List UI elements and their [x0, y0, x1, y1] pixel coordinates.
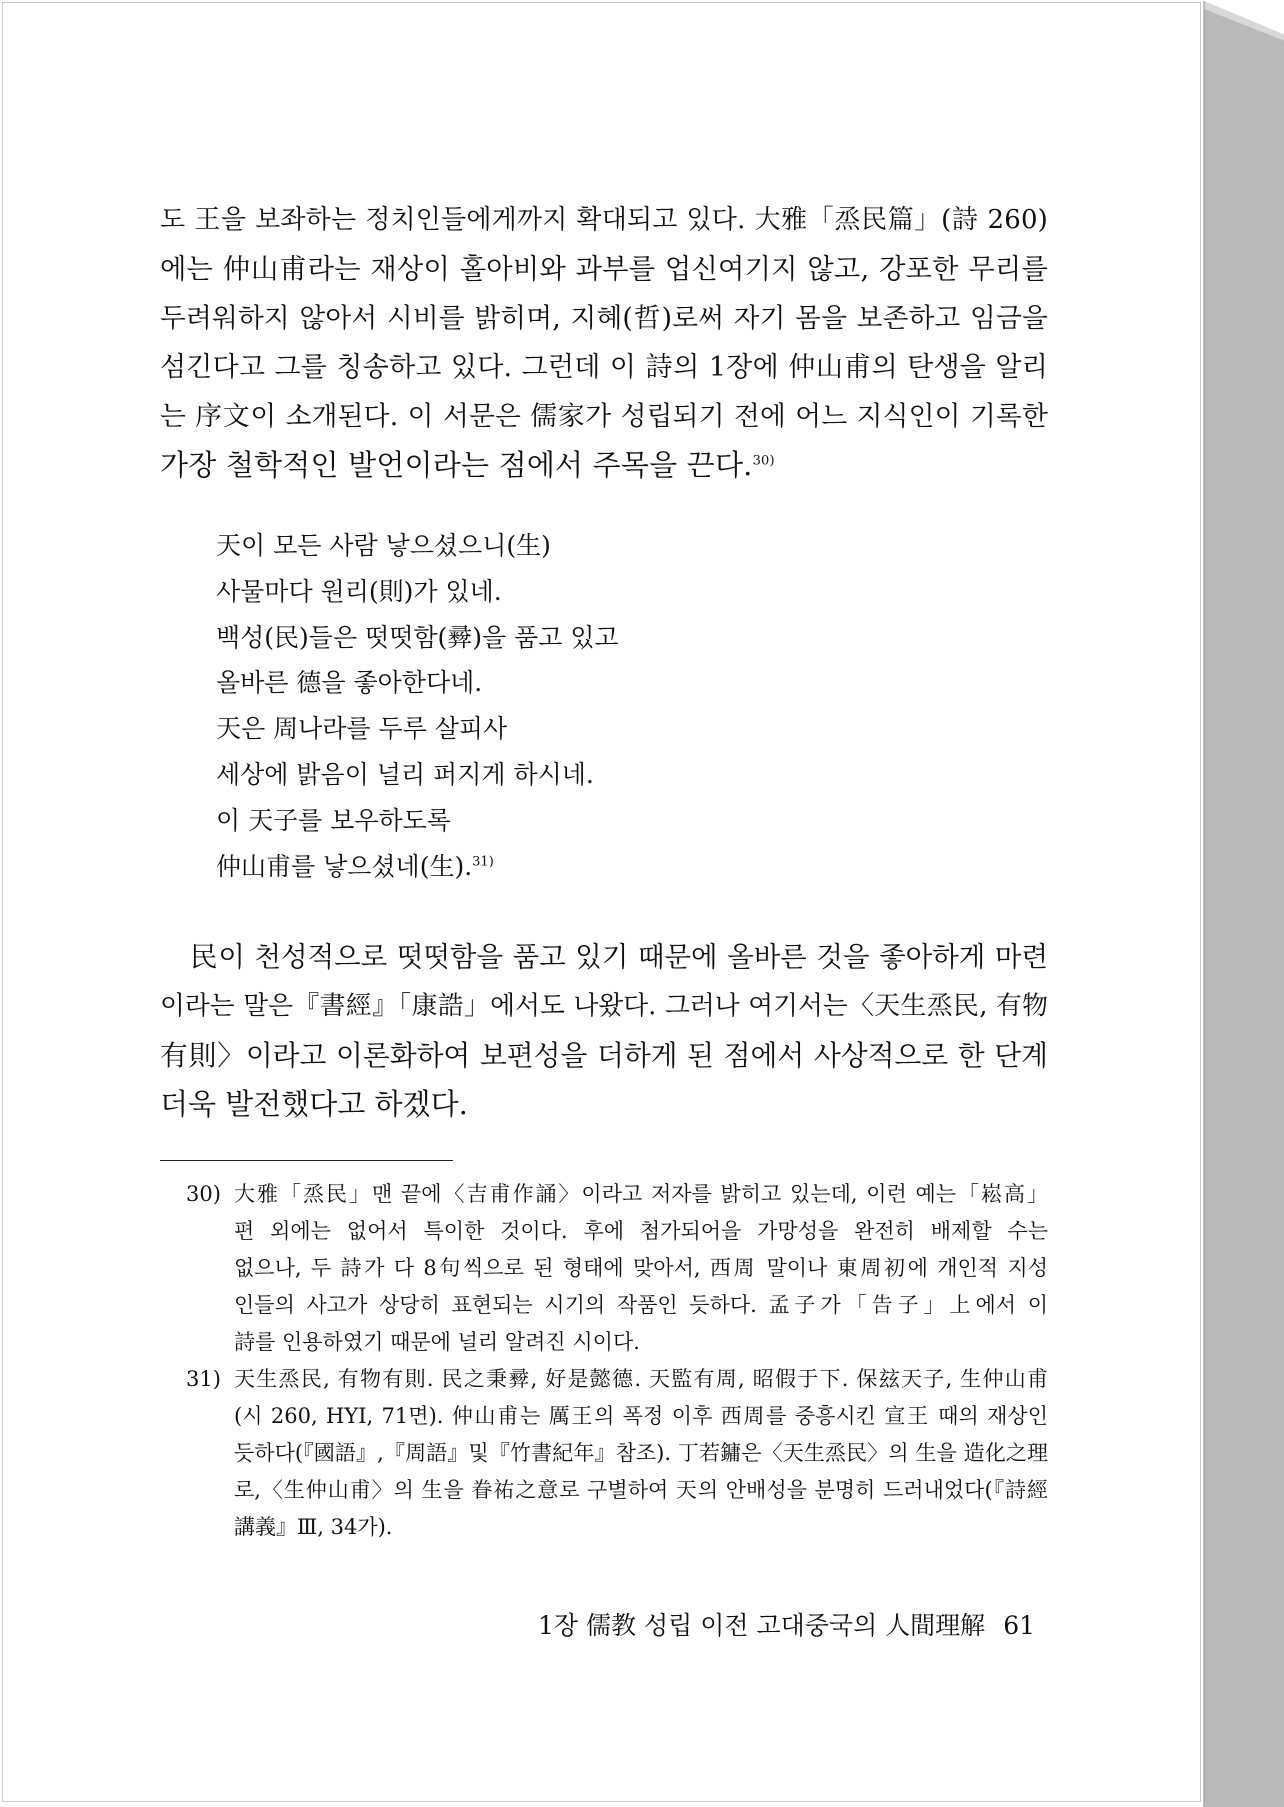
text-line: 더욱 발전했다고 하겠다. [160, 1087, 468, 1121]
text-line: 두려워하지 않아서 시비를 밝히며, 지혜(哲)로써 자기 몸을 보존하고 임금을 [160, 303, 1048, 334]
footnote-line: 편 외에는 없어서 특이한 것이다. 후에 첨가되어을 가망성을 완전히 배제할 수는 [234, 1219, 1048, 1243]
footnote-separator [160, 1160, 453, 1161]
text-line-content: 가장 철학적인 발언이라는 점에서 주목을 끈다. [160, 448, 753, 482]
quoted-poem [216, 523, 916, 889]
text-line: 有則〉이라고 이론화하여 보편성을 더하게 된 점에서 사상적으로 한 단계 [160, 1039, 1048, 1072]
footnote-31 [186, 1361, 1048, 1546]
footnotes [186, 1176, 1048, 1546]
text-line: 에는 仲山甫라는 재상이 홀아비와 과부를 업신여기지 않고, 강포한 무리를 [160, 254, 1048, 285]
text-line: 섬긴다고 그를 칭송하고 있다. 그런데 이 詩의 1장에 仲山甫의 탄생을 알리 [160, 352, 1048, 383]
poem-line: 天이 모든 사람 낳으셨으니(生) [216, 531, 551, 560]
text-line: 이라는 말은『書經』「康誥」에서도 나왔다. 그러나 여기서는〈天生烝民, 有物 [160, 991, 1048, 1021]
footnote-line: 天生烝民, 有物有則. 民之秉彛, 好是懿德. 天監有周, 昭假于下. 保玆天子, 生仲山甫 [234, 1367, 1048, 1391]
poem-line: 백성(民)들은 떳떳함(彛)을 품고 있고 [216, 622, 619, 652]
poem-line: 사물마다 원리(則)가 있네. [216, 576, 502, 606]
page-footer [515, 1608, 1035, 1644]
text-line: 民이 천성적으로 떳떳함을 품고 있기 때문에 올바른 것을 좋아하게 마련 [190, 941, 1048, 973]
footnote-line: 講義』Ⅲ, 34가). [234, 1515, 393, 1539]
footnote-line: 詩를 인용하였기 때문에 널리 알려진 시이다. [234, 1330, 640, 1354]
footnote-line: 없으나, 두 詩가 다 8句씩으로 된 형태에 맞아서, 西周 말이나 東周初에 개인적 지성 [234, 1256, 1048, 1280]
poem-line [216, 844, 916, 890]
footnote-ref-31: 31) [472, 854, 494, 870]
footnote-number: 30) [186, 1182, 221, 1206]
page-number: 61 [1003, 1611, 1035, 1640]
running-head: 1장 儒教 성립 이전 고대중국의 人間理解 [538, 1611, 986, 1640]
footnote-ref-30: 30) [752, 453, 775, 469]
footnote-line: (시 260, HYI, 71면). 仲山甫는 厲王의 폭정 이후 西周를 중흥시킨 宣王 때의 재상인 [234, 1404, 1048, 1428]
poem-line: 天은 周나라를 두루 살피사 [216, 714, 508, 744]
footnote-30 [186, 1176, 1048, 1361]
text-line: 는 序文이 소개된다. 이 서문은 儒家가 성립되기 전에 어느 지식인이 기록한 [160, 401, 1048, 432]
poem-line: 올바른 德을 좋아한다네. [216, 668, 483, 698]
text-line: 도 王을 보좌하는 정치인들에게까지 확대되고 있다. 大雅「烝民篇」(詩 260) [160, 205, 1048, 235]
footnote-line: 大雅「烝民」맨 끝에〈吉甫作誦〉이라고 저자를 밝히고 있는데, 이런 예는「崧高」 [234, 1182, 1048, 1206]
poem-line-content: 仲山甫를 낳으셨네(生). [216, 851, 473, 881]
footnote-line: 로,〈生仲山甫〉의 生을 眷祐之意로 구별하여 天의 안배성을 분명히 드러내었다(『詩經 [234, 1478, 1048, 1502]
footnote-number: 31) [186, 1367, 221, 1391]
footnote-line: 듯하다(『國語』,『周語』및『竹書紀年』참조). 丁若鏞은〈天生烝民〉의 生을 造化之理 [234, 1441, 1048, 1465]
body-paragraph-1 [160, 196, 1048, 490]
poem-line: 이 天子를 보우하도록 [216, 805, 451, 835]
poem-line: 세상에 밝음이 널리 퍼지게 하시네. [216, 759, 594, 789]
body-paragraph-2 [160, 933, 1048, 1129]
text-line [160, 441, 1048, 490]
footnote-line: 인들의 사고가 상당히 표현되는 시기의 작품인 듯하다. 孟子가「告子」上에서 이 [234, 1293, 1048, 1317]
